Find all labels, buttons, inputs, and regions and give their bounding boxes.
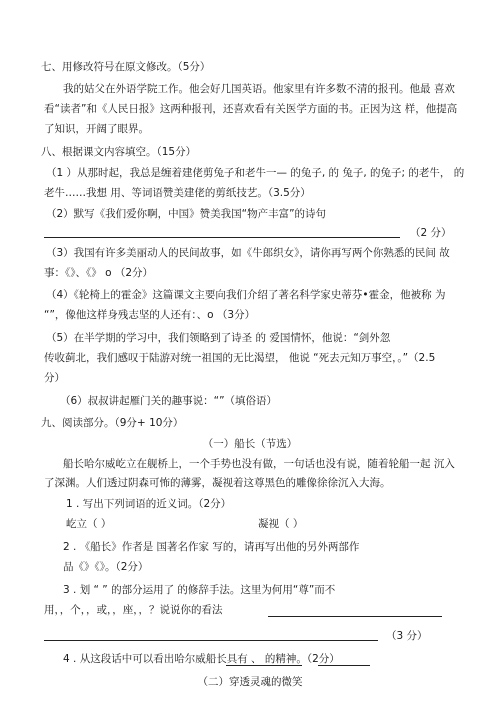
sec8-q1-line-2: 老牛……我想 用、等词语赞美建佬的剪纸技艺。（3.5分） <box>44 187 311 199</box>
sec8-q3-line-2: 事：《》、《》 o （2分） <box>44 267 154 279</box>
passage-1-line-2: 了深渊。人们透过阴森可怖的薄雾，凝视着这尊黑色的雕像徐徐沉入大海。 <box>44 477 391 489</box>
sec8-q5-line-2: 传收蓟北，我们感叹于陆游对统一祖国的无比渴望， 他说 “死去元知万事空，。”（2.5 <box>44 352 436 364</box>
sec8-q4-line-1: （4）《轮椅上的霍金》这篇课文主要向我们介绍了著名科学家史蒂芬•霍金，他被称 为 <box>46 289 446 301</box>
sec7-line-2: 看“读者”和《人民日报》这两种报刊，还喜欢看有关医学方面的书。正因为这 样，他提高 <box>44 103 458 115</box>
sec8-q6-text: （6）叔叔讲起雁门关的趣事说：“”（填俗语） <box>60 395 278 407</box>
sec8-q5-line-3: 分） <box>44 372 65 384</box>
passage-1-line-1: 船长哈尔威屹立在舰桥上，一个手势也没有做，一句话也没有说，随着轮船一起 沉入 <box>63 458 455 470</box>
sec7-line-3: 了知识，开阔了眼界。 <box>44 123 149 135</box>
sec8-q2-score: （2 分） <box>410 227 452 239</box>
sec9-q3-line-2: 用，，个，，或，，座，，？说说你的看法 <box>44 604 223 616</box>
sec8-q4-line-2: “”，像他这样身残志坚的人还有：、o （3分） <box>44 309 256 321</box>
sec8-q2-text: （2）默写《我们爱你啊，中国》赞美我国“物产丰富”的诗句 <box>46 208 327 220</box>
sec9-q2-line-2: 品《》《》。（2分） <box>63 561 149 573</box>
answer-line-q2[interactable] <box>44 237 400 238</box>
sec7-line-1: 我的姑父在外语学院工作。他会好几国英语。他家里有许多数不清的报刊。他最 喜欢 <box>63 83 455 95</box>
sec8-q1-line-1: （1 ）从那时起，我总是缠着建佬剪兔子和老牛一— 的兔子, 的 兔子, 的兔子; 的老牛， 的 <box>46 167 465 179</box>
sec9-q3-score: （3 分） <box>386 630 428 642</box>
answer-line-q3a[interactable] <box>268 616 442 617</box>
passage-2-title: （二）穿透灵魂的微笑 <box>197 676 303 688</box>
synonym-2: 凝视（ ） <box>258 518 304 530</box>
section-9-heading: 九、阅读部分。（9分+ 10分） <box>41 417 184 429</box>
sec9-q3-line-1: 3 . 划 “ ” 的部分运用了 的修辞手法。这里为何用“尊”而不 <box>63 584 336 596</box>
sec9-q1-text: 1 . 写出下列词语的近义词。（2分） <box>66 498 232 510</box>
passage-1-title: （一）船长（节选） <box>202 438 298 450</box>
answer-line-q3b[interactable] <box>44 640 378 641</box>
section-8-heading: 八、根据课文内容填空。（15分） <box>41 146 197 158</box>
answer-line-q4b[interactable] <box>318 665 370 666</box>
sec8-q5-line-1: （5）在半学期的学习中，我们领略到了诗圣 的 爱国情怀，他说：“剑外忽 <box>46 332 391 344</box>
answer-line-q4a[interactable] <box>226 665 302 666</box>
synonym-1: 屹立（ ） <box>66 518 112 530</box>
sec8-q3-line-1: （3）我国有许多美丽动人的民间故事，如《牛郎织女》，请你再写两个你熟悉的民间 故 <box>46 247 450 259</box>
section-7-heading: 七、用修改符号在原文修改。（5分） <box>41 61 211 73</box>
sec9-q4-text: 4 . 从这段话中可以看出哈尔威船长具有 、 的精神。（2分） <box>63 653 340 665</box>
sec9-q2-line-1: 2 . 《船长》作者是 国著名作家 写的，请再写出他的另外两部作 <box>63 541 360 553</box>
